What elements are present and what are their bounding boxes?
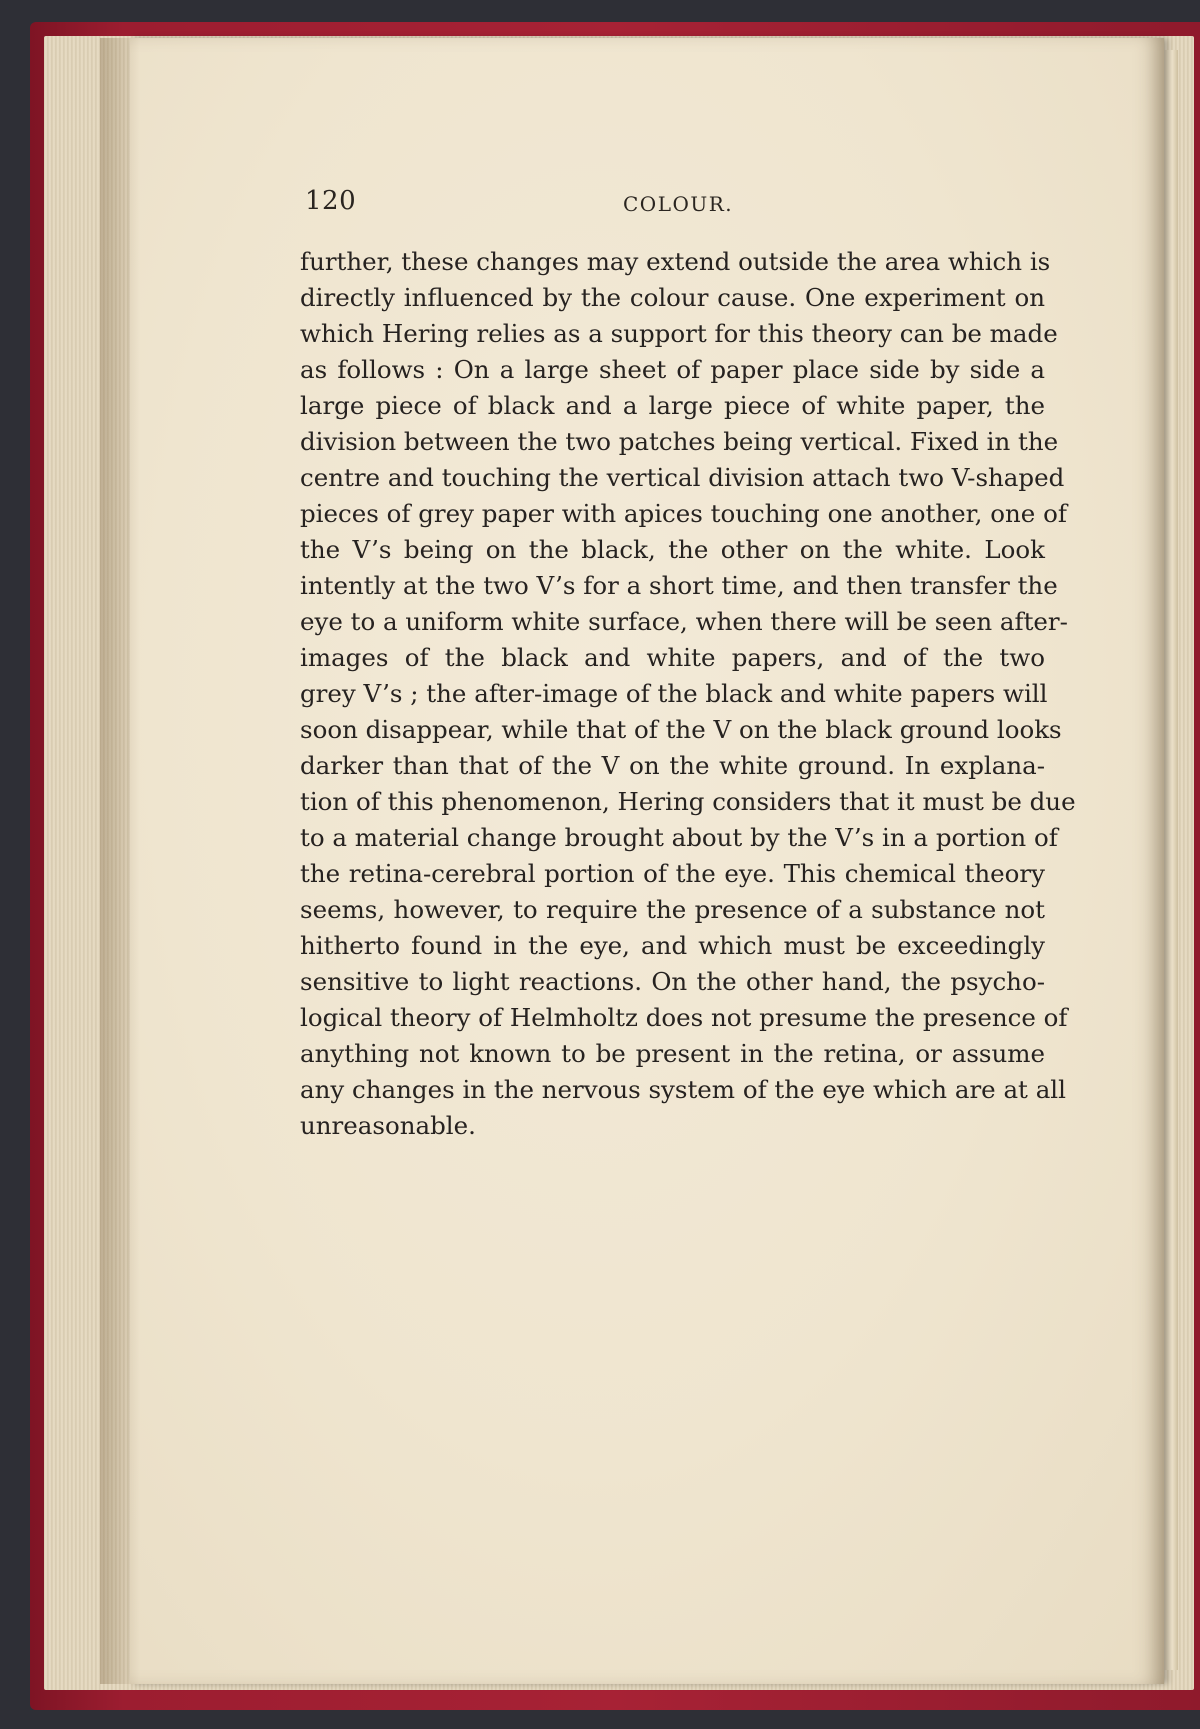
page-number: 120 bbox=[305, 186, 357, 216]
text-line: eye to a uniform white surface, when there will be seen after- bbox=[300, 607, 1068, 636]
text-line: images of the black and white papers, and of the two bbox=[300, 643, 1045, 672]
text-line: anything not known to be present in the retina, or assume bbox=[300, 1039, 1045, 1068]
text-line: any changes in the nervous system of the eye which are at all bbox=[300, 1075, 1066, 1104]
text-line: further, these changes may extend outside the area which is bbox=[300, 247, 1051, 276]
text-line: which Hering relies as a support for this theory can be made bbox=[300, 319, 1058, 348]
text-line: centre and touching the vertical division attach two V-shaped bbox=[300, 463, 1065, 492]
text-line: unreasonable. bbox=[300, 1111, 476, 1140]
running-head: COLOUR. bbox=[623, 192, 734, 216]
text-line: intently at the two V’s for a short time, and then transfer the bbox=[300, 571, 1058, 600]
text-line: hitherto found in the eye, and which must be exceedingly bbox=[300, 931, 1045, 960]
text-line: the V’s being on the black, the other on the white. Look bbox=[300, 535, 1045, 564]
text-line: tion of this phenomenon, Hering considers that it must be due bbox=[300, 787, 1076, 816]
page-edge-right bbox=[1164, 50, 1178, 1670]
text-line: pieces of grey paper with apices touching one another, one of bbox=[300, 499, 1067, 528]
text-line: logical theory of Helmholtz does not presume the presence of bbox=[300, 1003, 1068, 1032]
text-line: to a material change brought about by the V’s in a portion of bbox=[300, 823, 1058, 852]
text-line: the retina-cerebral portion of the eye. This chemical theory bbox=[300, 859, 1045, 888]
gutter-shadow bbox=[100, 38, 140, 1684]
text-line: as follows : On a large sheet of paper place side by side a bbox=[300, 355, 1045, 384]
text-line: large piece of black and a large piece of white paper, the bbox=[300, 391, 1045, 420]
text-line: sensitive to light reactions. On the other hand, the psycho- bbox=[300, 967, 1045, 996]
text-line: soon disappear, while that of the V on the black ground looks bbox=[300, 715, 1062, 744]
text-line: directly influenced by the colour cause. One experiment on bbox=[300, 283, 1045, 312]
text-line: grey V’s ; the after-image of the black and white papers will bbox=[300, 679, 1048, 708]
text-line: darker than that of the V on the white ground. In explana- bbox=[300, 751, 1045, 780]
text-line: seems, however, to require the presence of a substance not bbox=[300, 895, 1045, 924]
text-line: division between the two patches being vertical. Fixed in the bbox=[300, 427, 1059, 456]
body-paragraph bbox=[300, 244, 1076, 1144]
